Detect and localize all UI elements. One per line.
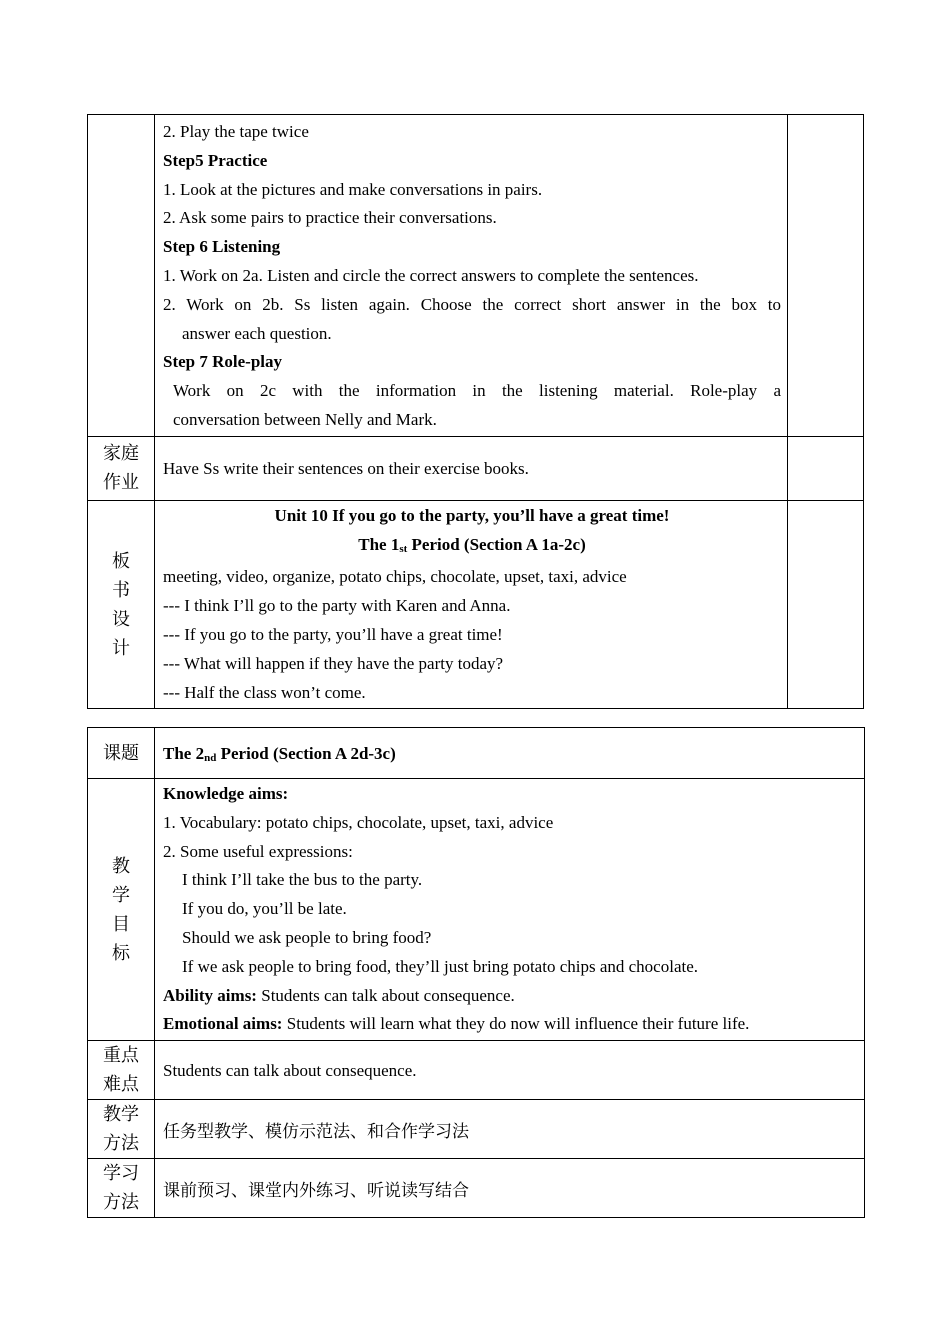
procedure-cell (155, 115, 788, 437)
teaching-method-label (88, 1100, 155, 1159)
board-line: --- I think I’ll go to the party with Karen and Anna. (163, 596, 511, 616)
teach-label-line: 教学 (103, 1104, 139, 1126)
homework-label (88, 436, 155, 500)
board-design-cell (155, 500, 788, 709)
expression-line: Should we ask people to bring food? (182, 927, 432, 947)
expression-line: If you do, you’ll be late. (182, 899, 347, 919)
aims-label-char: 目 (112, 913, 130, 935)
board-label-char: 板 (112, 550, 130, 572)
expression-line: If we ask people to bring food, they’ll just bring potato chips and chocolate. (182, 956, 699, 976)
notes-cell (788, 436, 864, 500)
aims-row (88, 779, 865, 1041)
procedure-line: 1. Work on 2a. Listen and circle the correct answers to complete the sentences. (163, 265, 699, 285)
homework-label-line: 作业 (103, 472, 139, 494)
key-label-line: 难点 (103, 1074, 139, 1096)
board-line: --- What will happen if they have the party today? (163, 653, 504, 673)
topic-title: The 2nd Period (Section A 2d-3c) (155, 728, 865, 779)
ability-aims: Ability aims: Students can talk about consequence. (163, 985, 515, 1005)
board-design-row (88, 500, 864, 709)
key-points-label (88, 1041, 155, 1100)
aims-label-char: 学 (112, 884, 130, 906)
knowledge-line: 2. Some useful expressions: (163, 841, 353, 861)
notes-cell (788, 500, 864, 709)
aims-label-char: 标 (112, 942, 130, 964)
procedure-line: 2. Play the tape twice (163, 122, 309, 141)
learn-label-line: 方法 (103, 1192, 139, 1214)
procedure-line: 2. Work on 2b. Ss listen again. Choose the correct short answer in the box to (163, 294, 781, 314)
learn-label-line: 学习 (103, 1163, 139, 1185)
board-line: --- If you go to the party, you’ll have a great time! (163, 624, 503, 644)
aims-cell (155, 779, 865, 1041)
learning-method-text: 课前预习、课堂内外练习、听说读写结合 (155, 1159, 865, 1218)
teaching-method-row (88, 1100, 865, 1159)
key-points-row (88, 1041, 865, 1100)
aims-label-char: 教 (112, 855, 130, 877)
board-line: meeting, video, organize, potato chips, chocolate, upset, taxi, advice (163, 567, 627, 587)
procedure-line: 2. Ask some pairs to practice their conversations. (163, 208, 497, 228)
procedure-row (88, 115, 864, 437)
step-heading: Step 7 Role-play (163, 352, 282, 372)
teaching-method-text: 任务型教学、模仿示范法、和合作学习法 (155, 1100, 865, 1159)
lesson-table-2 (87, 727, 865, 1218)
homework-row (88, 436, 864, 500)
notes-cell (788, 115, 864, 437)
knowledge-line: 1. Vocabulary: potato chips, chocolate, upset, taxi, advice (163, 812, 554, 832)
knowledge-heading: Knowledge aims: (163, 784, 289, 803)
learning-method-row (88, 1159, 865, 1218)
topic-label: 课题 (88, 728, 155, 779)
board-label-char: 设 (112, 608, 130, 630)
board-period: The 1st Period (Section A 1a-2c) (358, 534, 586, 555)
emotional-aims: Emotional aims: Students will learn what they do now will influence their future life. (163, 1014, 750, 1034)
teach-label-line: 方法 (103, 1133, 139, 1155)
procedure-line: conversation between Nelly and Mark. (173, 409, 437, 429)
topic-row (88, 728, 865, 779)
procedure-line: Work on 2c with the information in the listening material. Role-play a (173, 381, 781, 401)
board-label-char: 计 (112, 637, 130, 659)
lesson-table-1 (87, 114, 864, 709)
homework-label-line: 家庭 (103, 443, 139, 465)
board-label-char: 书 (112, 579, 130, 601)
step-heading: Step5 Practice (163, 150, 268, 170)
learning-method-label (88, 1159, 155, 1218)
key-label-line: 重点 (103, 1045, 139, 1067)
procedure-line: answer each question. (182, 323, 332, 343)
expression-line: I think I’ll take the bus to the party. (182, 870, 423, 890)
homework-text: Have Ss write their sentences on their exercise books. (155, 436, 788, 500)
procedure-label-cell (88, 115, 155, 437)
aims-label (88, 779, 155, 1041)
procedure-line: 1. Look at the pictures and make conversations in pairs. (163, 179, 543, 199)
step-heading: Step 6 Listening (163, 237, 281, 257)
board-title: Unit 10 If you go to the party, you’ll have a great time! (274, 505, 670, 525)
board-design-label (88, 500, 155, 709)
board-line: --- Half the class won’t come. (163, 682, 366, 702)
key-points-text: Students can talk about consequence. (155, 1041, 865, 1100)
